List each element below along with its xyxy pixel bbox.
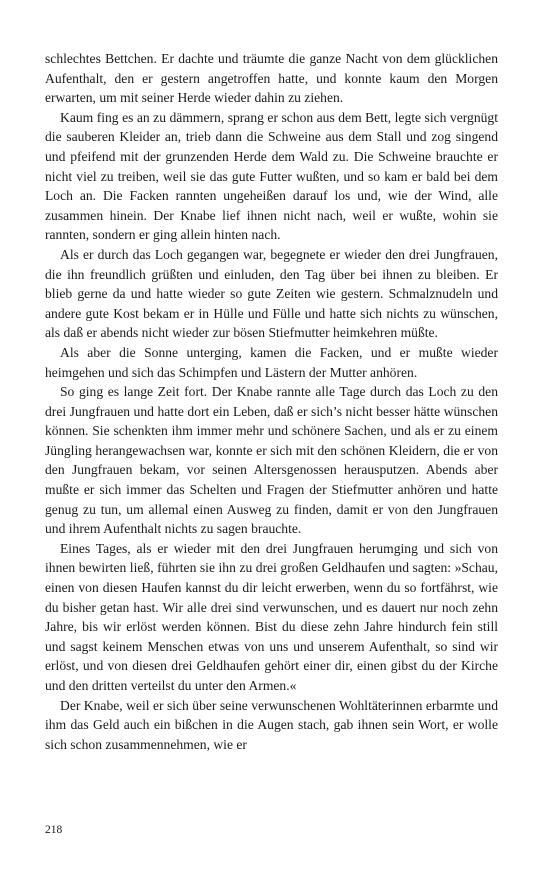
page-number: 218	[45, 824, 63, 836]
paragraph-1: schlechtes Bettchen. Er dachte und träumte die ganze Nacht von dem glücklichen Aufenthalt, den er gestern angetroffen hatte, und konnte kaum den Morgen erwarten, um mit seiner Herde wieder dahin zu ziehen.	[45, 51, 498, 106]
page-body	[45, 49, 498, 754]
paragraph-4: Als aber die Sonne unterging, kamen die Facken, und er mußte wieder heimgehen und sich das Schimpfen und Lästern der Mutter anhören.	[45, 344, 498, 380]
paragraph-2: Kaum fing es an zu dämmern, sprang er schon aus dem Bett, legte sich vergnügt die sauberen Kleider an, trieb dann die Schweine aus dem Stall und zog singend und pfeifend mit der grunzenden Herde dem Wald zu. Die Schweine brauchte er nicht viel zu treiben, weil sie das gute Futter wußten, und so kam er bald bei dem Loch an. Die Facken rannten ungeheißen darauf los und, wie der Wind, alle zusammen hinein. Der Knabe lief ihnen nicht nach, weil er wußte, wohin sie rannten, sondern er ging allein hinten nach.	[45, 109, 498, 243]
paragraph-5: So ging es lange Zeit fort. Der Knabe rannte alle Tage durch das Loch zu den drei Jungfrauen und hatte dort ein Leben, daß er sich’s nicht besser hätte wünschen können. Sie schenkten ihm immer mehr und schönere Sachen, und als er zu einem Jüngling herangewachsen war, konnte er sich mit den schönen Kleidern, die er von den Jungfrauen bekam, vor seinen Altersgenossen herausputzen. Abends aber mußte er sich immer das Schelten und Fragen der Stiefmutter anhören und hatte genug zu tun, um allemal einen Ausweg zu finden, damit er von den Jungfrauen und ihrem Aufenthalt nichts zu sagen brauchte.	[45, 384, 498, 537]
paragraph-6: Eines Tages, als er wieder mit den drei Jungfrauen herumging und sich von ihnen bewirten ließ, führten sie ihn zu drei großen Geldhaufen und sagten: »Schau, einen von diesen Haufen kannst du dir leicht erwerben, wenn du so fortfährst, wie du bisher getan hast. Wir alle drei sind verwunschen, und es dauert nur noch zehn Jahre, bis wir erlöst werden können. Bist du diese zehn Jahre hindurch fein still und sagst keinem Menschen etwas von uns und unserem Aufenthalt, so sind wir erlöst, und von diesen drei Geldhaufen gehört einer dir, einen gibst du der Kirche und den dritten verteilst du unter den Armen.«	[45, 540, 498, 693]
paragraph-7: Der Knabe, weil er sich über seine verwunschenen Wohltäterinnen erbarmte und ihm das Geld auch ein bißchen in die Augen stach, gab ihnen sein Wort, er wolle sich schon zusammennehmen, wie er	[45, 697, 498, 752]
paragraph-3: Als er durch das Loch gegangen war, begegnete er wieder den drei Jungfrauen, die ihn freundlich grüßten und einluden, den Tag über bei ihnen zu bleiben. Er blieb gerne da und hatte wieder so gute Zeiten wie gestern. Schmalznudeln und andere gute Kost bekam er in Hülle und Fülle und hatte sich nichts zu wünschen, als daß er abends nicht wieder zur bösen Stiefmutter heimkehren müßte.	[45, 246, 498, 341]
